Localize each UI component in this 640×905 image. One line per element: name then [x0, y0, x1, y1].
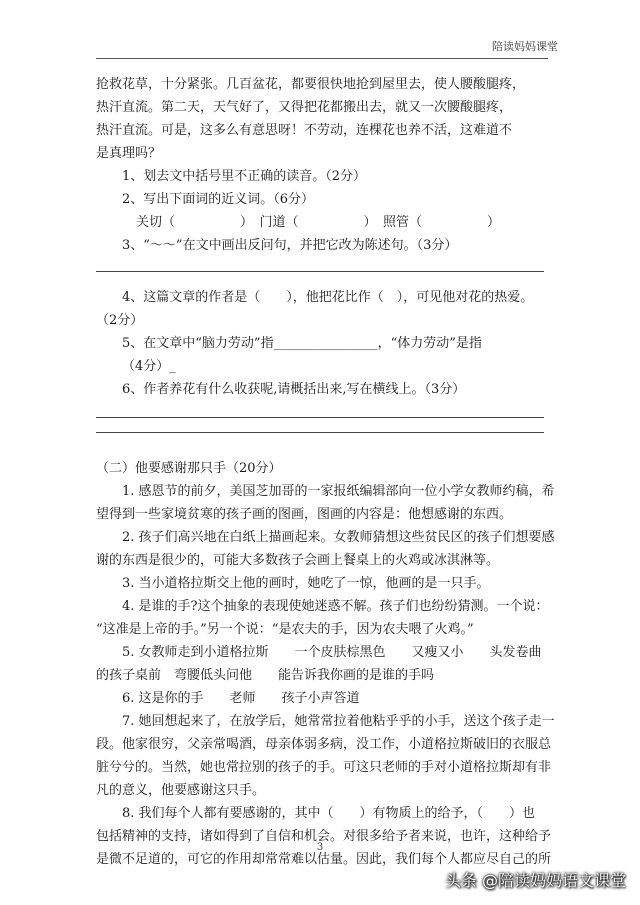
question-4: 4、这篇文章的作者是（ ），他把花比作（ ），可见他对花的热爱。 [122, 290, 534, 305]
header-divider [96, 58, 548, 59]
section-2-line: 脏兮兮的。当然，她也常拉别的孩子的手。可这只老师的手对小道格拉斯却有非 [96, 760, 552, 775]
section-2-line: 望得到一些家境贫寒的孩子画的图画，图画的内容是：他想感谢的东西。 [96, 507, 513, 522]
answer-line-q6-1 [96, 417, 544, 418]
watermark: 头条 @陪读妈妈语文课堂 [444, 871, 626, 890]
question-4-score: （2分） [96, 313, 144, 328]
passage-line: 热汗直流。第二天，天气好了，又得把花都搬出去，就又一次腰酸腿疼， [96, 100, 513, 115]
section-2-line: 的孩子桌前 弯腰低头问他 能告诉我你画的是谁的手吗 [96, 668, 435, 683]
page-number: 3 [316, 842, 324, 853]
question-5-score: （4分）_ [122, 359, 176, 374]
question-6: 6、作者养花有什么收获呢,请概括出来,写在横线上。（3分） [122, 382, 466, 397]
section-2-line: 凡的意义，他要感谢这只手。 [96, 783, 266, 798]
passage-line: 抢救花草，十分紧张。几百盆花，都要很快地抢到屋里去，使人腰酸腿疼， [96, 77, 526, 92]
section-2-line: 8. 我们每个人都有要感谢的，其中（ ）有物质上的给予，（ ）也 [122, 806, 536, 821]
section-2-line: 包括精神的支持，诸如得到了自信和机会。对很多给予者来说，也许，这种给予 [96, 829, 552, 844]
section-2-line: 6. 这是你的手 老师 孩子小声答道 [122, 691, 360, 706]
section-2-line: 4. 是谁的手?这个抽象的表现使她迷惑不解。孩子们也纷纷猜测。一个说： [122, 599, 549, 614]
section-2-line: 3. 当小道格拉斯交上他的画时，她吃了一惊，他画的是一只手。 [122, 576, 490, 591]
page-header: 陪读妈妈课堂 [492, 40, 558, 53]
question-2: 2、写出下面词的近义词。（6分） [122, 192, 315, 207]
page-content [96, 73, 555, 871]
answer-line-q3 [96, 271, 544, 272]
section-2-line: 谢的东西是很少的，可能大多数孩子会画上餐桌上的火鸡或冰淇淋等。 [96, 553, 500, 568]
section-2-line: 5. 女教师走到小道格拉斯 一个皮肤棕黑色 又瘦又小 头发卷曲 [122, 645, 542, 660]
section-2-line: “这准是上帝的手。”另一个说：“是农夫的手，因为农夫喂了火鸡。” [96, 622, 474, 637]
section-2-line: 段。他家很穷，父亲常喝酒，母亲体弱多病，没工作，小道格拉斯破旧的衣服总 [96, 737, 552, 752]
passage-line: 是真理吗？ [96, 146, 162, 161]
answer-line-q6-2 [96, 432, 544, 433]
section-2-line: 7. 她回想起来了，在放学后，她常常拉着他粘乎乎的小手，送这个孩子走一 [122, 714, 555, 729]
question-1: 1、划去文中括号里不正确的读音。（2分） [122, 169, 367, 184]
section-2-title: （二）他要感谢那只手（20分） [96, 461, 282, 476]
section-2-line: 2. 孩子们高兴地在白纸上描画起来。女教师猜想这些贫民区的孩子们想要感 [122, 530, 555, 545]
question-5: 5、在文章中“脑力劳动”指________________，“体力劳动”是指 [122, 336, 482, 351]
section-2-line: 1. 感恩节的前夕，美国芝加哥的一家报纸编辑部向一位小学女教师约稿，希 [122, 484, 555, 499]
question-2-words: 关切（ ） 门道（ ） 照管（ ） [136, 215, 501, 230]
passage-line: 热汗直流。可是，这多么有意思呀！不劳动，连棵花也养不活，这难道不 [96, 123, 513, 138]
section-2-line: 是微不足道的，可它的作用却常常难以估量。因此，我们每个人都应尽自己的所 [96, 852, 552, 867]
question-3: 3、“～～”在文中画出反问句，并把它改为陈述句。（3分） [122, 238, 458, 253]
